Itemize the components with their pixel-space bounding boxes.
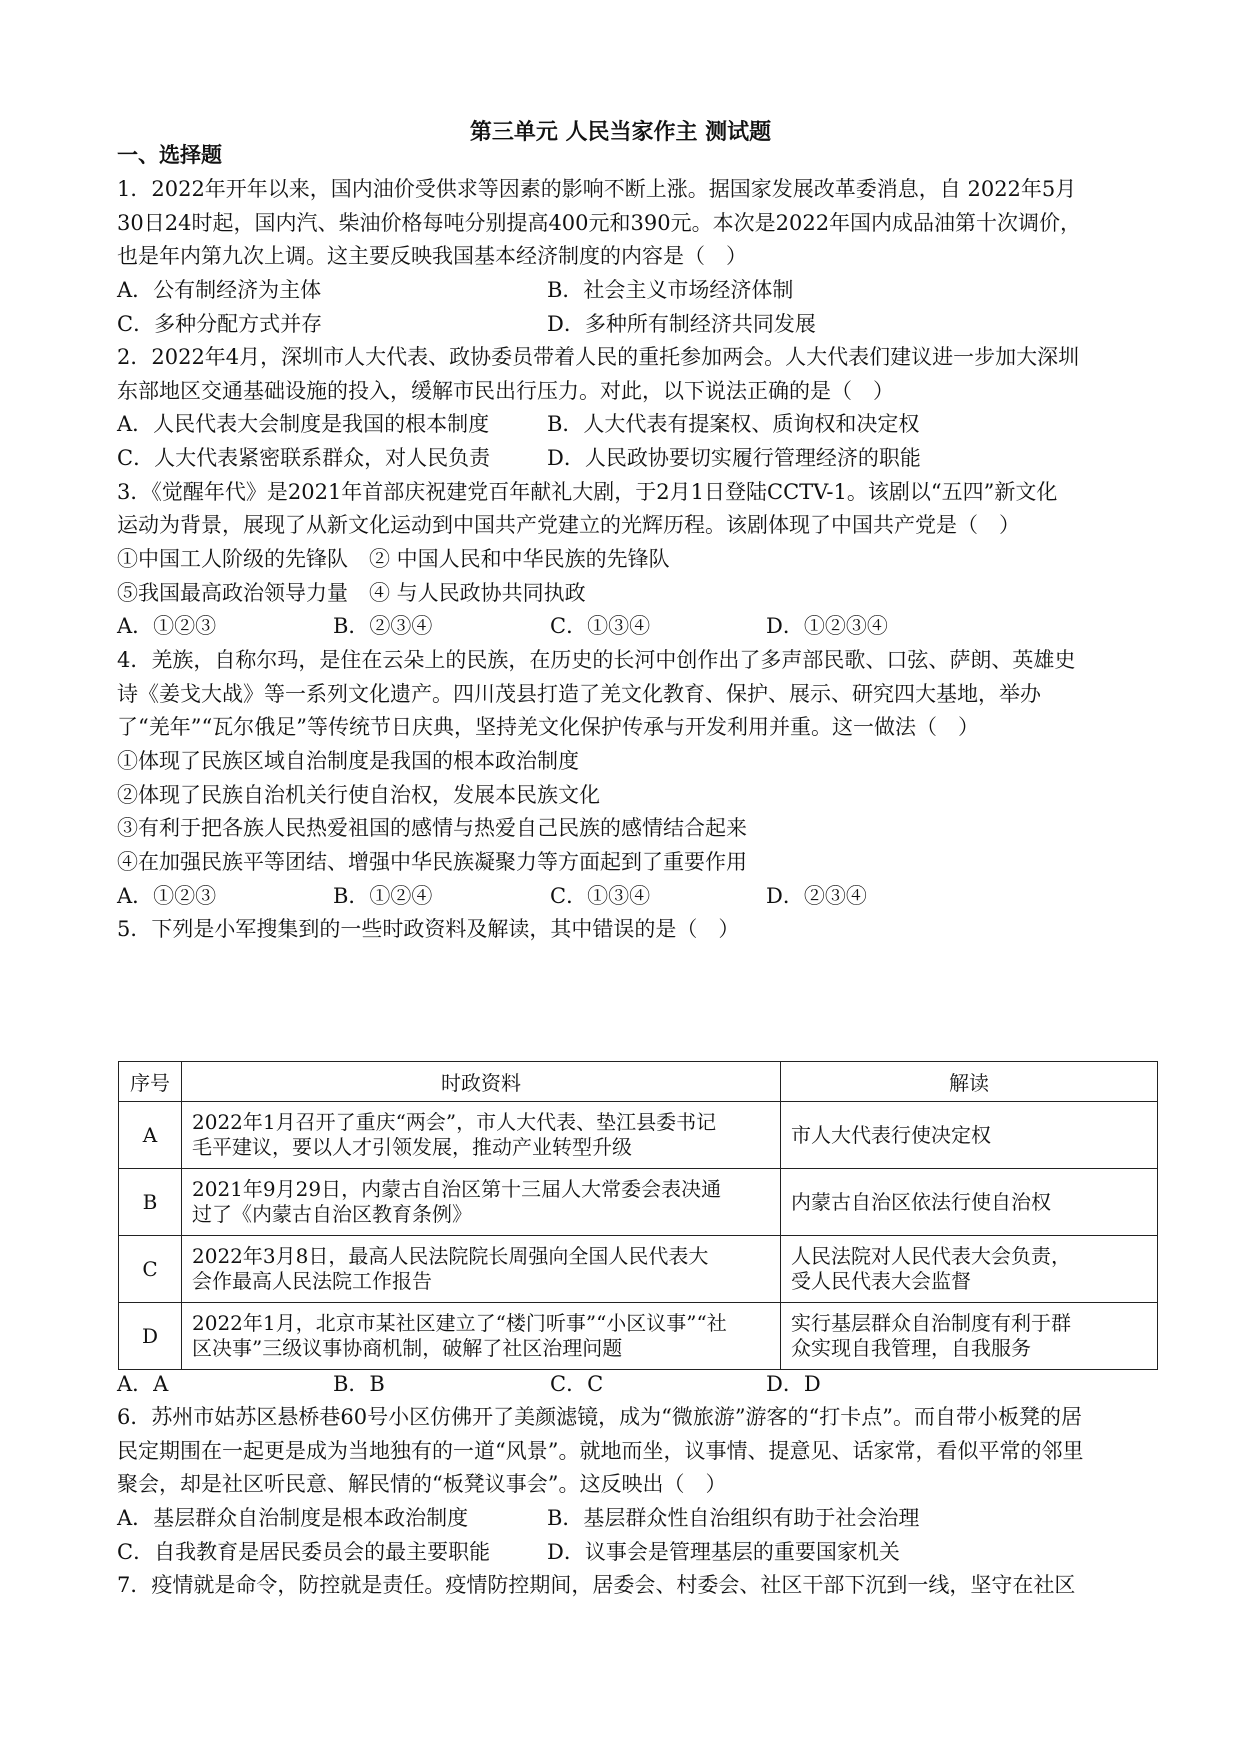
- question-4-line-5: ②体现了民族自治机关行使自治权，发展本民族文化: [117, 783, 600, 807]
- table-row: [119, 1303, 1158, 1370]
- q3-option-c: C．①③④: [550, 614, 651, 638]
- q2-option-d: D．人民政协要切实履行管理经济的职能: [547, 446, 921, 470]
- q6-option-d: D．议事会是管理基层的重要国家机关: [547, 1540, 900, 1564]
- question-6-line-3: 聚会，却是社区听民意、解民情的“板凳议事会”。这反映出（ ）: [117, 1472, 727, 1496]
- q3-option-d: D．①②③④: [766, 614, 888, 638]
- table-header-reading: 解读: [781, 1062, 1158, 1102]
- q1-option-a: A．公有制经济为主体: [117, 278, 322, 302]
- q6-option-a: A．基层群众自治制度是根本政治制度: [117, 1506, 469, 1530]
- material-line: 过了《内蒙古自治区教育条例》: [192, 1202, 472, 1226]
- q3-option-b: B．②③④: [333, 614, 433, 638]
- row-material: [182, 1236, 781, 1303]
- question-4-line-1: 4．羌族，自称尔玛，是住在云朵上的民族，在历史的长河中创作出了多声部民歌、口弦、萨朗、英雄史: [117, 648, 1076, 672]
- q6-option-c: C．自我教育是居民委员会的最主要职能: [117, 1540, 491, 1564]
- q2-option-c: C．人大代表紧密联系群众，对人民负责: [117, 446, 491, 470]
- table-row: [119, 1169, 1158, 1236]
- q1-option-d: D．多种所有制经济共同发展: [547, 312, 816, 336]
- row-material: [182, 1169, 781, 1236]
- q4-option-a: A．①②③: [117, 884, 217, 908]
- material-line: 2021年9月29日，内蒙古自治区第十三届人大常委会表决通: [192, 1177, 722, 1201]
- question-3-line-1: 3．《觉醒年代》是2021年首部庆祝建党百年献礼大剧，于2月1日登陆CCTV-1。该剧以“五四”新文化: [117, 480, 1058, 504]
- reading-line: 众实现自我管理，自我服务: [791, 1336, 1031, 1360]
- material-line: 会作最高人民法院工作报告: [192, 1269, 432, 1293]
- reading-line: 实行基层群众自治制度有利于群: [791, 1311, 1071, 1335]
- table-header-row: [119, 1062, 1158, 1102]
- question-4-line-7: ④在加强民族平等团结、增强中华民族凝聚力等方面起到了重要作用: [117, 850, 747, 874]
- question-6-line-2: 民定期围在一起更是成为当地独有的一道“风景”。就地而坐，议事情、提意见、话家常，看似平常的邻里: [117, 1439, 1084, 1463]
- material-line: 2022年1月召开了重庆“两会”，市人大代表、垫江县委书记: [192, 1110, 717, 1134]
- table-row: [119, 1236, 1158, 1303]
- row-id: D: [119, 1303, 182, 1370]
- row-id: C: [119, 1236, 182, 1303]
- q1-option-b: B．社会主义市场经济体制: [547, 278, 794, 302]
- section-heading: 一、选择题: [117, 142, 222, 167]
- row-reading: [781, 1102, 1158, 1169]
- question-3-line-4: ⑤我国最高政治领导力量 ④ 与人民政协共同执政: [117, 581, 586, 605]
- q4-option-c: C．①③④: [550, 884, 651, 908]
- page-title: 第三单元 人民当家作主 测试题: [469, 119, 772, 145]
- q4-option-d: D．②③④: [766, 884, 867, 908]
- row-material: [182, 1303, 781, 1370]
- reading-line: 受人民代表大会监督: [791, 1269, 971, 1293]
- question-1-line-1: 1．2022年开年以来，国内油价受供求等因素的影响不断上涨。据国家发展改革委消息，自 2022年5月: [117, 177, 1077, 201]
- q5-option-a: A．A: [117, 1372, 169, 1396]
- material-line: 区决事”三级议事协商机制，破解了社区治理问题: [192, 1336, 623, 1360]
- row-id: B: [119, 1169, 182, 1236]
- q5-option-b: B．B: [333, 1372, 385, 1396]
- reading-line: 内蒙古自治区依法行使自治权: [791, 1189, 1051, 1214]
- question-7-line-1: 7．疫情就是命令，防控就是责任。疫情防控期间，居委会、村委会、社区干部下沉到一线，坚守在社区: [117, 1573, 1076, 1597]
- q1-option-c: C．多种分配方式并存: [117, 312, 323, 336]
- q5-option-d: D．D: [766, 1372, 821, 1396]
- row-reading: [781, 1169, 1158, 1236]
- question-4-line-4: ①体现了民族区域自治制度是我国的根本政治制度: [117, 749, 579, 773]
- question-4-line-3: 了“羌年”“瓦尔俄足”等传统节日庆典，坚持羌文化保护传承与开发利用并重。这一做法（ ）: [117, 715, 979, 739]
- row-reading: [781, 1303, 1158, 1370]
- table-row: [119, 1102, 1158, 1169]
- q6-option-b: B．基层群众性自治组织有助于社会治理: [547, 1506, 920, 1530]
- q5-option-c: C．C: [550, 1372, 604, 1396]
- material-line: 毛平建议，要以人才引领发展，推动产业转型升级: [192, 1135, 632, 1159]
- q2-option-b: B．人大代表有提案权、质询权和决定权: [547, 412, 920, 436]
- row-id: A: [119, 1102, 182, 1169]
- question-6-line-1: 6．苏州市姑苏区悬桥巷60号小区仿佛开了美颜滤镜，成为“微旅游”游客的“打卡点”。而自带小板凳的居: [117, 1405, 1083, 1429]
- question-5-stem: 5．下列是小军搜集到的一些时政资料及解读，其中错误的是（ ）: [117, 917, 740, 941]
- q5-table: [118, 1061, 1158, 1370]
- question-4-line-2: 诗《姜戈大战》等一系列文化遗产。四川茂县打造了羌文化教育、保护、展示、研究四大基地，举办: [117, 682, 1041, 706]
- reading-line: 人民法院对人民代表大会负责，: [791, 1244, 1071, 1268]
- question-4-line-6: ③有利于把各族人民热爱祖国的感情与热爱自己民族的感情结合起来: [117, 816, 747, 840]
- material-line: 2022年1月，北京市某社区建立了“楼门听事”“小区议事”“社: [192, 1311, 727, 1335]
- row-reading: [781, 1236, 1158, 1303]
- question-1-line-2: 30日24时起，国内汽、柴油价格每吨分别提高400元和390元。本次是2022年国内成品油第十次调价，: [117, 211, 1082, 235]
- table-header-material: 时政资料: [182, 1062, 781, 1102]
- question-3-line-2: 运动为背景，展现了从新文化运动到中国共产党建立的光辉历程。该剧体现了中国共产党是（ ）: [117, 513, 1020, 537]
- question-2-line-1: 2．2022年4月，深圳市人大代表、政协委员带着人民的重托参加两会。人大代表们建议进一步加大深圳: [117, 345, 1080, 369]
- q2-option-a: A．人民代表大会制度是我国的根本制度: [117, 412, 490, 436]
- reading-line: 市人大代表行使决定权: [791, 1122, 991, 1147]
- table-header-index: 序号: [119, 1062, 182, 1102]
- row-material: [182, 1102, 781, 1169]
- question-3-line-3: ①中国工人阶级的先锋队 ② 中国人民和中华民族的先锋队: [117, 547, 670, 571]
- q4-option-b: B．①②④: [333, 884, 433, 908]
- question-1-line-3: 也是年内第九次上调。这主要反映我国基本经济制度的内容是（ ）: [117, 244, 747, 268]
- material-line: 2022年3月8日，最高人民法院院长周强向全国人民代表大: [192, 1244, 709, 1268]
- q3-option-a: A．①②③: [117, 614, 217, 638]
- question-2-line-2: 东部地区交通基础设施的投入，缓解市民出行压力。对此，以下说法正确的是（ ）: [117, 379, 894, 403]
